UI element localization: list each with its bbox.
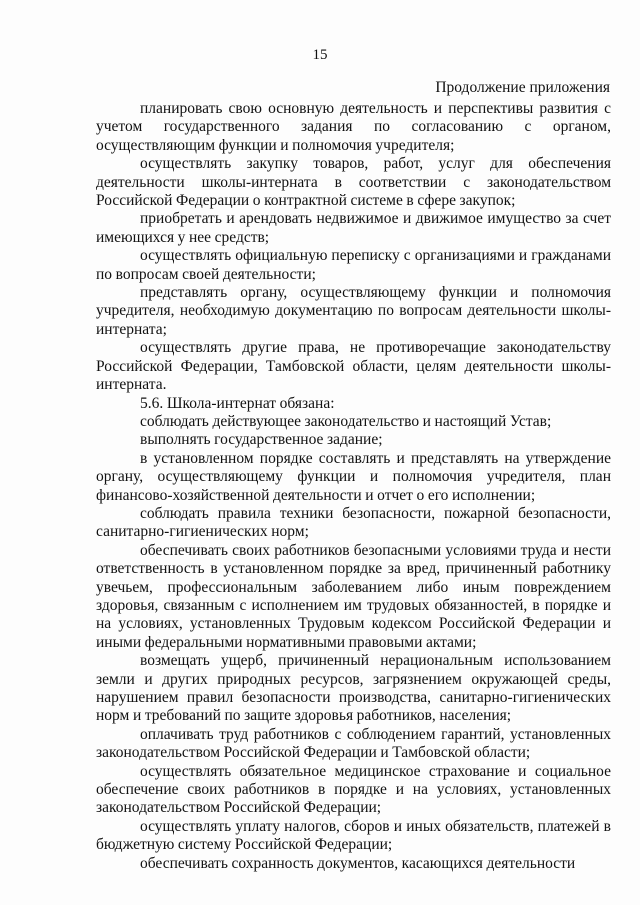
page-number: 15 bbox=[312, 47, 328, 63]
paragraph: в установленном порядке составлять и представлять на утверждение органу, осуществляющему функции и полномочия учредителя, план финансово-хозяйственной деятельности и отчет о его исполнении; bbox=[96, 449, 611, 504]
paragraph: оплачивать труд работников с соблюдением гарантий, установленных законодательством Российской Федерации и Тамбовской области; bbox=[96, 725, 611, 762]
appendix-continuation-note: Продолжение приложения bbox=[435, 79, 610, 96]
paragraph: планировать свою основную деятельность и перспективы развития с учетом государственного задания по согласованию с органом, осуществляющим функции и полномочия учредителя; bbox=[96, 100, 611, 154]
paragraph: обеспечивать своих работников безопасными условиями труда и нести ответственность в установленном порядке за вред, причиненный работнику увечьем, профессиональным заболеванием либо иным повреждением здоровья, связанным с исполнением им трудовых обязанностей, в порядке и на условиях, установленных Трудовым кодексом Российской Федерации и иными федеральными нормативными правовыми актами; bbox=[96, 541, 611, 651]
paragraph: осуществлять официальную переписку с организациями и гражданами по вопросам своей деятельности; bbox=[96, 247, 611, 283]
paragraph: осуществлять закупку товаров, работ, услуг для обеспечения деятельности школы-интерната в соответствии с законодательством Российской Федерации о контрактной системе в сфере закупок; bbox=[96, 155, 611, 210]
section-heading: 5.6. Школа-интернат обязана: bbox=[140, 394, 335, 412]
paragraph: приобретать и арендовать недвижимое и движимое имущество за счет имеющихся у нее средств; bbox=[96, 210, 611, 246]
document-body bbox=[96, 100, 611, 873]
paragraph: осуществлять обязательное медицинское страхование и социальное обеспечение своих работников в порядке и на условиях, установленных законодательством Российской Федерации; bbox=[96, 762, 611, 817]
paragraph: представлять органу, осуществляющему функции и полномочия учредителя, необходимую документацию по вопросам деятельности школы-интерната; bbox=[96, 284, 611, 338]
paragraph: осуществлять другие права, не противоречащие законодательству Российской Федерации, Тамбовской области, целям деятельности школы-интерната. bbox=[96, 339, 611, 394]
paragraph: соблюдать действующее законодательство и настоящий Устав; bbox=[140, 412, 552, 430]
paragraph: соблюдать правила техники безопасности, пожарной безопасности, санитарно-гигиенических норм; bbox=[96, 504, 611, 541]
paragraph: возмещать ущерб, причиненный нерациональным использованием земли и других природных ресурсов, загрязнением окружающей среды, нарушением правил безопасности производства, санитарно-гигиенических норм и требований по защите здоровья работников, населения; bbox=[96, 652, 611, 725]
paragraph: обеспечивать сохранность документов, касающихся деятельности bbox=[140, 854, 576, 872]
paragraph: выполнять государственное задание; bbox=[140, 431, 383, 449]
paragraph: осуществлять уплату налогов, сборов и иных обязательств, платежей в бюджетную систему Российской Федерации; bbox=[96, 817, 611, 854]
